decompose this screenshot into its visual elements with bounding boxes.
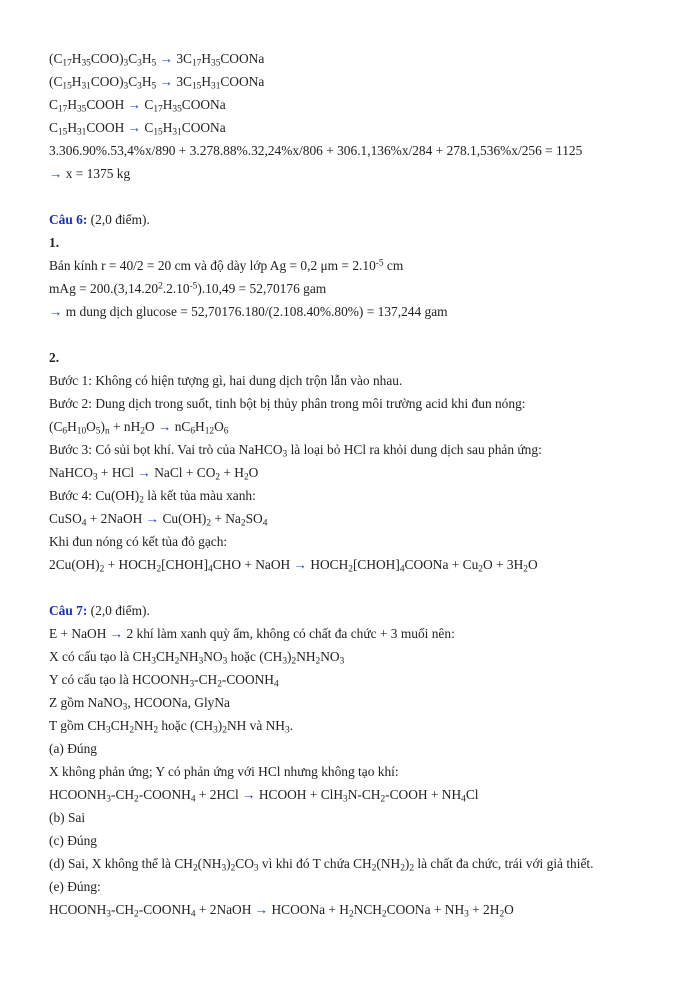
text: là chất đa chức, trái với giả thiết. <box>414 856 594 871</box>
text: Z gồm NaNO <box>49 695 123 710</box>
subscript: 2 <box>315 656 321 667</box>
text: ) <box>287 649 292 664</box>
subscript: 2 <box>240 518 246 529</box>
text: + Na <box>211 511 241 526</box>
subscript: 2 <box>139 495 144 506</box>
subscript: 2 <box>140 426 145 437</box>
text: Bước 3: Có sủi bọt khí. Vai trò của NaHCO <box>49 442 283 457</box>
subscript: 3 <box>222 656 228 667</box>
superscript: -5 <box>189 281 198 292</box>
text: Bước 4: Cu(OH) <box>49 488 140 503</box>
document-page <box>49 47 679 921</box>
subscript: n <box>104 426 110 437</box>
subscript: 31 <box>211 81 221 92</box>
subscript: 4 <box>81 518 87 529</box>
text: COONa <box>181 97 226 112</box>
text: Cl <box>465 787 479 802</box>
equation-line <box>49 116 679 139</box>
text: 3C <box>176 74 192 89</box>
text: . <box>289 718 294 733</box>
text: O + 3H <box>482 557 524 572</box>
superscript: -5 <box>375 258 384 269</box>
text: H <box>201 51 211 66</box>
text: H <box>141 51 152 66</box>
text: HCOOH + ClH <box>258 787 344 802</box>
text: HOCH <box>310 557 349 572</box>
text: Bán kính r = 40/2 = 20 cm và độ dày lớp Ag = 0,2 μm = 2.10 <box>49 258 376 273</box>
subscript: 2 <box>134 909 139 920</box>
text-line: Bước 1: Không có hiện tượng gì, hai dung dịch trộn lẫn vào nhau. <box>49 373 403 388</box>
text: (NH <box>376 856 401 871</box>
subscript: 3 <box>282 656 288 667</box>
arrow-icon: → <box>124 97 145 112</box>
text: .2.10 <box>162 281 190 296</box>
question-points: (2,0 điểm). <box>87 603 150 618</box>
subscript: 6 <box>223 426 229 437</box>
text: ) <box>226 856 231 871</box>
text: HCOONH <box>49 787 107 802</box>
text: mAg = 200.(3,14.20 <box>49 281 159 296</box>
subscript: 2 <box>371 863 377 874</box>
text: H <box>71 74 82 89</box>
arrow-icon: → <box>49 166 63 181</box>
text: COOH <box>86 97 125 112</box>
spacer <box>49 323 679 346</box>
text: ) <box>404 856 410 871</box>
text: + HCl <box>97 465 135 480</box>
text: [CHOH] <box>161 557 209 572</box>
text: NaCl + CO <box>154 465 216 480</box>
arrow-icon: → <box>49 304 63 319</box>
text: (C <box>49 74 63 89</box>
spacer <box>49 185 679 208</box>
answer-c: (c) Đúng <box>49 833 97 848</box>
subscript: 2 <box>217 679 222 690</box>
subscript: 2 <box>134 794 139 805</box>
text: C <box>49 97 58 112</box>
text: C <box>144 120 154 135</box>
subscript: 10 <box>76 426 87 437</box>
arrow-icon: → <box>156 51 177 66</box>
text: COO) <box>90 51 124 66</box>
text: CO <box>235 856 254 871</box>
arrow-icon: → <box>142 511 163 526</box>
text: (d) Sai, X không thể là CH <box>49 856 193 871</box>
subscript: 2 <box>129 725 135 736</box>
subscript: 4 <box>190 794 196 805</box>
subscript: 2 <box>478 564 483 575</box>
text: x = 1375 kg <box>62 166 131 181</box>
text: HCOONa + H <box>271 902 349 917</box>
subscript: 31 <box>76 127 87 138</box>
text: H <box>67 97 77 112</box>
subscript: 2 <box>99 564 105 575</box>
equation-line <box>49 415 679 438</box>
text-line: X không phản ứng; Y có phản ứng với HCl nhưng không tạo khí: <box>49 764 399 779</box>
arrow-icon: → <box>290 557 311 572</box>
text-line: Khi đun nóng có kết tủa đỏ gạch: <box>49 534 228 549</box>
subscript: 35 <box>172 104 182 115</box>
subscript: 5 <box>151 58 157 69</box>
text: vì khi đó T chứa CH <box>258 856 372 871</box>
text: O <box>214 419 224 434</box>
arrow-icon: → <box>106 626 127 641</box>
text: O <box>527 557 538 572</box>
answer-e: (e) Đúng: <box>49 879 101 894</box>
subscript: 3 <box>464 909 469 920</box>
text: nC <box>174 419 191 434</box>
text: NH <box>179 649 199 664</box>
subscript: 3 <box>122 702 128 713</box>
text: + H <box>220 465 244 480</box>
text: H <box>67 419 77 434</box>
text: COO) <box>90 74 124 89</box>
subscript: 3 <box>106 794 111 805</box>
text: là loại bỏ HCl ra khỏi dung dịch sau phản ứng: <box>287 442 542 457</box>
text-line: Bước 2: Dung dịch trong suốt, tinh bột bị thủy phân trong môi trường acid khi đun nóng: <box>49 396 526 411</box>
text: -CH <box>194 672 218 687</box>
subscript: 4 <box>262 518 268 529</box>
text: CuSO <box>49 511 82 526</box>
text-line <box>49 254 679 277</box>
text: NaHCO <box>49 465 93 480</box>
subscript: 12 <box>204 426 215 437</box>
part-number: 1. <box>49 235 60 250</box>
text-line <box>49 277 679 300</box>
subscript: 35 <box>76 104 87 115</box>
superscript: 2 <box>158 281 163 292</box>
text: E + NaOH <box>49 626 107 641</box>
subscript: 5 <box>151 81 157 92</box>
subscript: 3 <box>123 81 129 92</box>
text: [CHOH] <box>352 557 400 572</box>
subscript: 17 <box>62 58 72 69</box>
subscript: 4 <box>461 794 466 805</box>
arrow-icon: → <box>134 465 155 480</box>
text: + HOCH <box>104 557 157 572</box>
subscript: 2 <box>291 656 297 667</box>
subscript: 35 <box>211 58 221 69</box>
text: N-CH <box>347 787 381 802</box>
text: H <box>201 74 211 89</box>
text: C <box>128 51 138 66</box>
text: CHO + NaOH <box>212 557 291 572</box>
subscript: 15 <box>191 81 202 92</box>
text: SO <box>245 511 263 526</box>
text: HCOONH <box>49 902 107 917</box>
text: H <box>162 120 173 135</box>
subscript: 2 <box>153 725 159 736</box>
text: (C <box>49 419 63 434</box>
answer-a: (a) Đúng <box>49 741 97 756</box>
subscript: 2 <box>409 863 415 874</box>
subscript: 17 <box>57 104 68 115</box>
subscript: 2 <box>499 909 505 920</box>
subscript: 3 <box>92 472 98 483</box>
arrow-icon: → <box>124 120 145 135</box>
text-line <box>49 645 679 668</box>
text: + 2NaOH <box>86 511 143 526</box>
text: , HCOONa, GlyNa <box>127 695 230 710</box>
text: H <box>67 120 77 135</box>
text: O <box>86 419 96 434</box>
equation-line <box>49 898 679 921</box>
text: COONa + Cu <box>404 557 479 572</box>
subscript: 3 <box>198 656 204 667</box>
text: 2 khí làm xanh quỳ ẩm, không có chất đa chức + 3 muối nên: <box>126 626 455 641</box>
text: -COONH <box>221 672 274 687</box>
subscript: 3 <box>339 656 345 667</box>
subscript: 5 <box>95 426 101 437</box>
subscript: 2 <box>156 564 162 575</box>
subscript: 2 <box>400 863 405 874</box>
answer-d <box>49 852 679 875</box>
text: -COOH + NH <box>385 787 462 802</box>
text: 3C <box>176 51 192 66</box>
text: Y có cấu tạo là HCOONH <box>49 672 190 687</box>
subscript: 4 <box>399 564 405 575</box>
subscript: 3 <box>284 725 290 736</box>
question-title: Câu 6: <box>49 212 88 227</box>
text: CH <box>155 649 175 664</box>
subscript: 15 <box>153 127 163 138</box>
text: + 2H <box>468 902 500 917</box>
text: NH và NH <box>226 718 285 733</box>
text: hoặc (CH <box>227 649 283 664</box>
subscript: 3 <box>221 863 227 874</box>
text-line <box>49 438 679 461</box>
text: NO <box>320 649 340 664</box>
arrow-icon: → <box>156 74 177 89</box>
text-line <box>49 691 679 714</box>
subscript: 4 <box>273 679 279 690</box>
text: COONa <box>181 120 226 135</box>
subscript: 35 <box>81 58 91 69</box>
text: C <box>128 74 138 89</box>
subscript: 15 <box>62 81 72 92</box>
subscript: 2 <box>243 472 249 483</box>
subscript: 2 <box>380 794 386 805</box>
question-points: (2,0 điểm). <box>87 212 150 227</box>
question-heading <box>49 208 679 231</box>
text: O <box>144 419 155 434</box>
text: COONa <box>220 74 265 89</box>
subscript: 3 <box>253 863 259 874</box>
question-heading <box>49 599 679 622</box>
subscript: 2 <box>381 909 387 920</box>
subscript: 2 <box>192 863 198 874</box>
text: + nH <box>109 419 141 434</box>
text: -COONH <box>138 902 191 917</box>
text: CH <box>110 718 130 733</box>
text: ).10,49 = 52,70176 gam <box>197 281 327 296</box>
text: + 2HCl <box>195 787 239 802</box>
subscript: 3 <box>343 794 348 805</box>
subscript: 2 <box>206 518 212 529</box>
text: C <box>49 120 58 135</box>
result-line <box>49 162 679 185</box>
text: H <box>141 74 152 89</box>
arrow-icon: → <box>251 902 272 917</box>
text: ) <box>100 419 105 434</box>
subscript: 3 <box>106 725 111 736</box>
equation-line <box>49 783 679 806</box>
equation-line <box>49 47 679 70</box>
text: COOH <box>86 120 125 135</box>
arrow-icon: → <box>238 787 259 802</box>
subscript: 3 <box>151 656 156 667</box>
text: H <box>195 419 205 434</box>
text: NH <box>296 649 316 664</box>
text: COONa <box>220 51 265 66</box>
subscript: 6 <box>62 426 68 437</box>
text: NCH <box>353 902 382 917</box>
subscript: 31 <box>81 81 91 92</box>
text: 2Cu(OH) <box>49 557 100 572</box>
text: O <box>504 902 514 917</box>
text: + 2NaOH <box>195 902 252 917</box>
equation-line <box>49 553 679 576</box>
subscript: 3 <box>137 81 142 92</box>
text-line <box>49 484 679 507</box>
answer-b: (b) Sai <box>49 810 86 825</box>
equation-line <box>49 461 679 484</box>
text: hoặc (CH <box>158 718 214 733</box>
text: H <box>71 51 82 66</box>
text: X có cấu tạo là CH <box>49 649 152 664</box>
subscript: 3 <box>123 58 129 69</box>
question-title: Câu 7: <box>49 603 88 618</box>
subscript: 15 <box>57 127 68 138</box>
text-line <box>49 714 679 737</box>
text: T gồm CH <box>49 718 107 733</box>
subscript: 2 <box>523 564 528 575</box>
subscript: 2 <box>222 725 227 736</box>
subscript: 3 <box>282 449 288 460</box>
equation-line <box>49 70 679 93</box>
text: là kết tủa màu xanh: <box>143 488 256 503</box>
calculation-line: 3.306.90%.53,4%x/890 + 3.278.88%.32,24%x/806 + 306.1,136%x/284 + 278.1,536%x/256 = 1125 <box>49 143 583 158</box>
text: NO <box>203 649 223 664</box>
text: Cu(OH) <box>162 511 207 526</box>
spacer <box>49 576 679 599</box>
text: cm <box>383 258 404 273</box>
subscript: 2 <box>174 656 180 667</box>
text: -COONH <box>138 787 191 802</box>
subscript: 2 <box>348 909 354 920</box>
text: (NH <box>197 856 222 871</box>
subscript: 3 <box>189 679 195 690</box>
subscript: 2 <box>215 472 221 483</box>
text-line <box>49 668 679 691</box>
subscript: 6 <box>190 426 196 437</box>
subscript: 4 <box>190 909 196 920</box>
subscript: 2 <box>230 863 236 874</box>
text: O <box>248 465 259 480</box>
text: COONa + NH <box>386 902 465 917</box>
subscript: 31 <box>172 127 182 138</box>
equation-line <box>49 93 679 116</box>
subscript: 3 <box>106 909 111 920</box>
text: -CH <box>110 787 135 802</box>
text: NH <box>134 718 154 733</box>
subscript: 3 <box>213 725 218 736</box>
arrow-icon: → <box>154 419 175 434</box>
result-line <box>49 300 679 323</box>
equation-line <box>49 507 679 530</box>
text: H <box>162 97 173 112</box>
part-number: 2. <box>49 350 60 365</box>
subscript: 3 <box>137 58 142 69</box>
text: -CH <box>110 902 135 917</box>
text: (C <box>49 51 63 66</box>
subscript: 17 <box>191 58 202 69</box>
subscript: 2 <box>348 564 353 575</box>
subscript: 4 <box>208 564 213 575</box>
text-line <box>49 622 679 645</box>
subscript: 17 <box>153 104 163 115</box>
text: m dung dịch glucose = 52,70176.180/(2.108.40%.80%) = 137,244 gam <box>62 304 448 319</box>
text: ) <box>217 718 223 733</box>
text: C <box>144 97 154 112</box>
